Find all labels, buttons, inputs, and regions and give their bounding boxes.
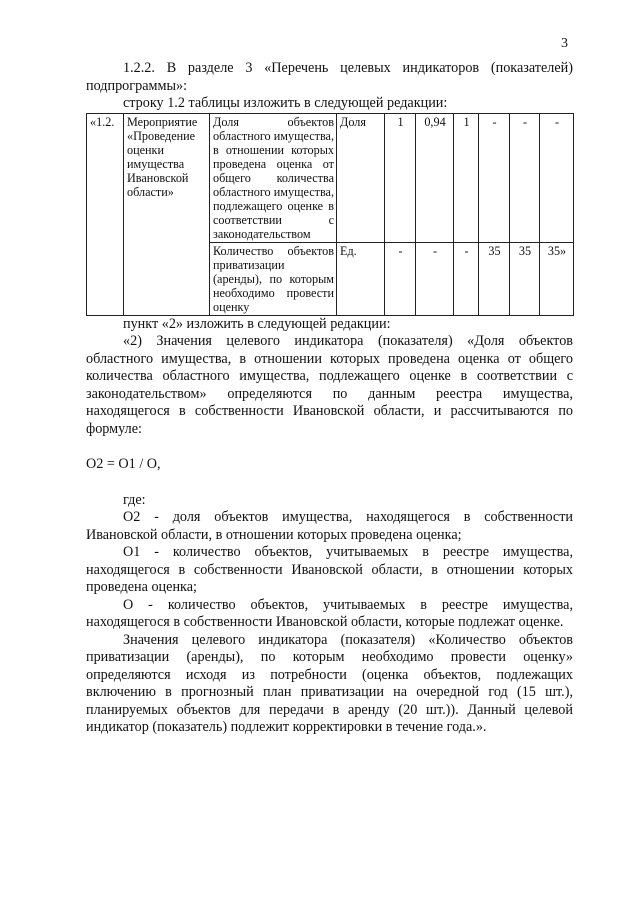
paragraph-indicator-values: «2) Значения целевого индикатора (показателя) «Доля объектов областного имущества, в отношении которых проведена оценка от общего количества областного имущества, подлежащего оценке в соответствии с законодательством» определяются по данным реестра имущества, находящегося в собственности Ивановской области, и рассчитываются по формуле: xyxy=(86,333,573,437)
paragraph-section-change: 1.2.2. В разделе 3 «Перечень целевых индикаторов (показателей) подпрограммы»: xyxy=(86,60,573,94)
indicator-cell: Количество объектов приватизации (аренды), по которым необходимо провести оценку xyxy=(210,242,337,315)
definition-o: О - количество объектов, учитываемых в реестре имущества, находящегося в собственности Ивановской области, которые подлежат оценке. xyxy=(86,596,573,630)
document-body xyxy=(86,60,573,737)
value-cell: 35 xyxy=(510,242,540,315)
value-cell: - xyxy=(416,242,454,315)
value-cell: 35» xyxy=(540,242,574,315)
paragraph-where: где: xyxy=(123,491,146,508)
paragraph-table-row-intro: строку 1.2 таблицы изложить в следующей редакции: xyxy=(123,95,448,111)
paragraph-item2-intro: пункт «2» изложить в следующей редакции: xyxy=(123,315,391,332)
activity-cell: Мероприятие «Проведение оценки имущества Ивановской области» xyxy=(124,113,210,315)
formula: О2 = О1 / О, xyxy=(86,456,161,472)
paragraph-final: Значения целевого индикатора (показателя) «Количество объектов приватизации (аренды), по которым необходимо провести оценку» определяются исходя из потребности (оценка объектов, подлежащих включению в прогнозный план приватизации на очередной год (15 шт.), планируемых объектов для передачи в аренду (20 шт.)). Данный целевой индикатор (показатель) подлежит корректировки в течение года.». xyxy=(86,631,573,735)
table-row xyxy=(87,113,574,242)
value-cell: 35 xyxy=(479,242,510,315)
value-cell: - xyxy=(454,242,479,315)
unit-cell: Доля xyxy=(337,113,385,242)
value-cell: 1 xyxy=(385,113,416,242)
unit-cell: Ед. xyxy=(337,242,385,315)
definition-o2: О2 - доля объектов имущества, находящегося в собственности Ивановской области, в отношении которых проведена оценка; xyxy=(86,509,573,543)
page-number: 3 xyxy=(561,36,568,51)
value-cell: 1 xyxy=(454,113,479,242)
value-cell: - xyxy=(510,113,540,242)
indicator-cell: Доля объектов областного имущества, в отношении которых проведена оценка от общего количества областного имущества, подлежащего оценке в соответствии с законодательством xyxy=(210,113,337,242)
value-cell: 0,94 xyxy=(416,113,454,242)
definition-o1: О1 - количество объектов, учитываемых в реестре имущества, находящегося в собственности Ивановской области, в отношении которых проведена оценка; xyxy=(86,544,573,595)
value-cell: - xyxy=(540,113,574,242)
value-cell: - xyxy=(479,113,510,242)
value-cell: - xyxy=(385,242,416,315)
indicators-table xyxy=(86,113,574,316)
row-number-cell: «1.2. xyxy=(87,113,124,315)
